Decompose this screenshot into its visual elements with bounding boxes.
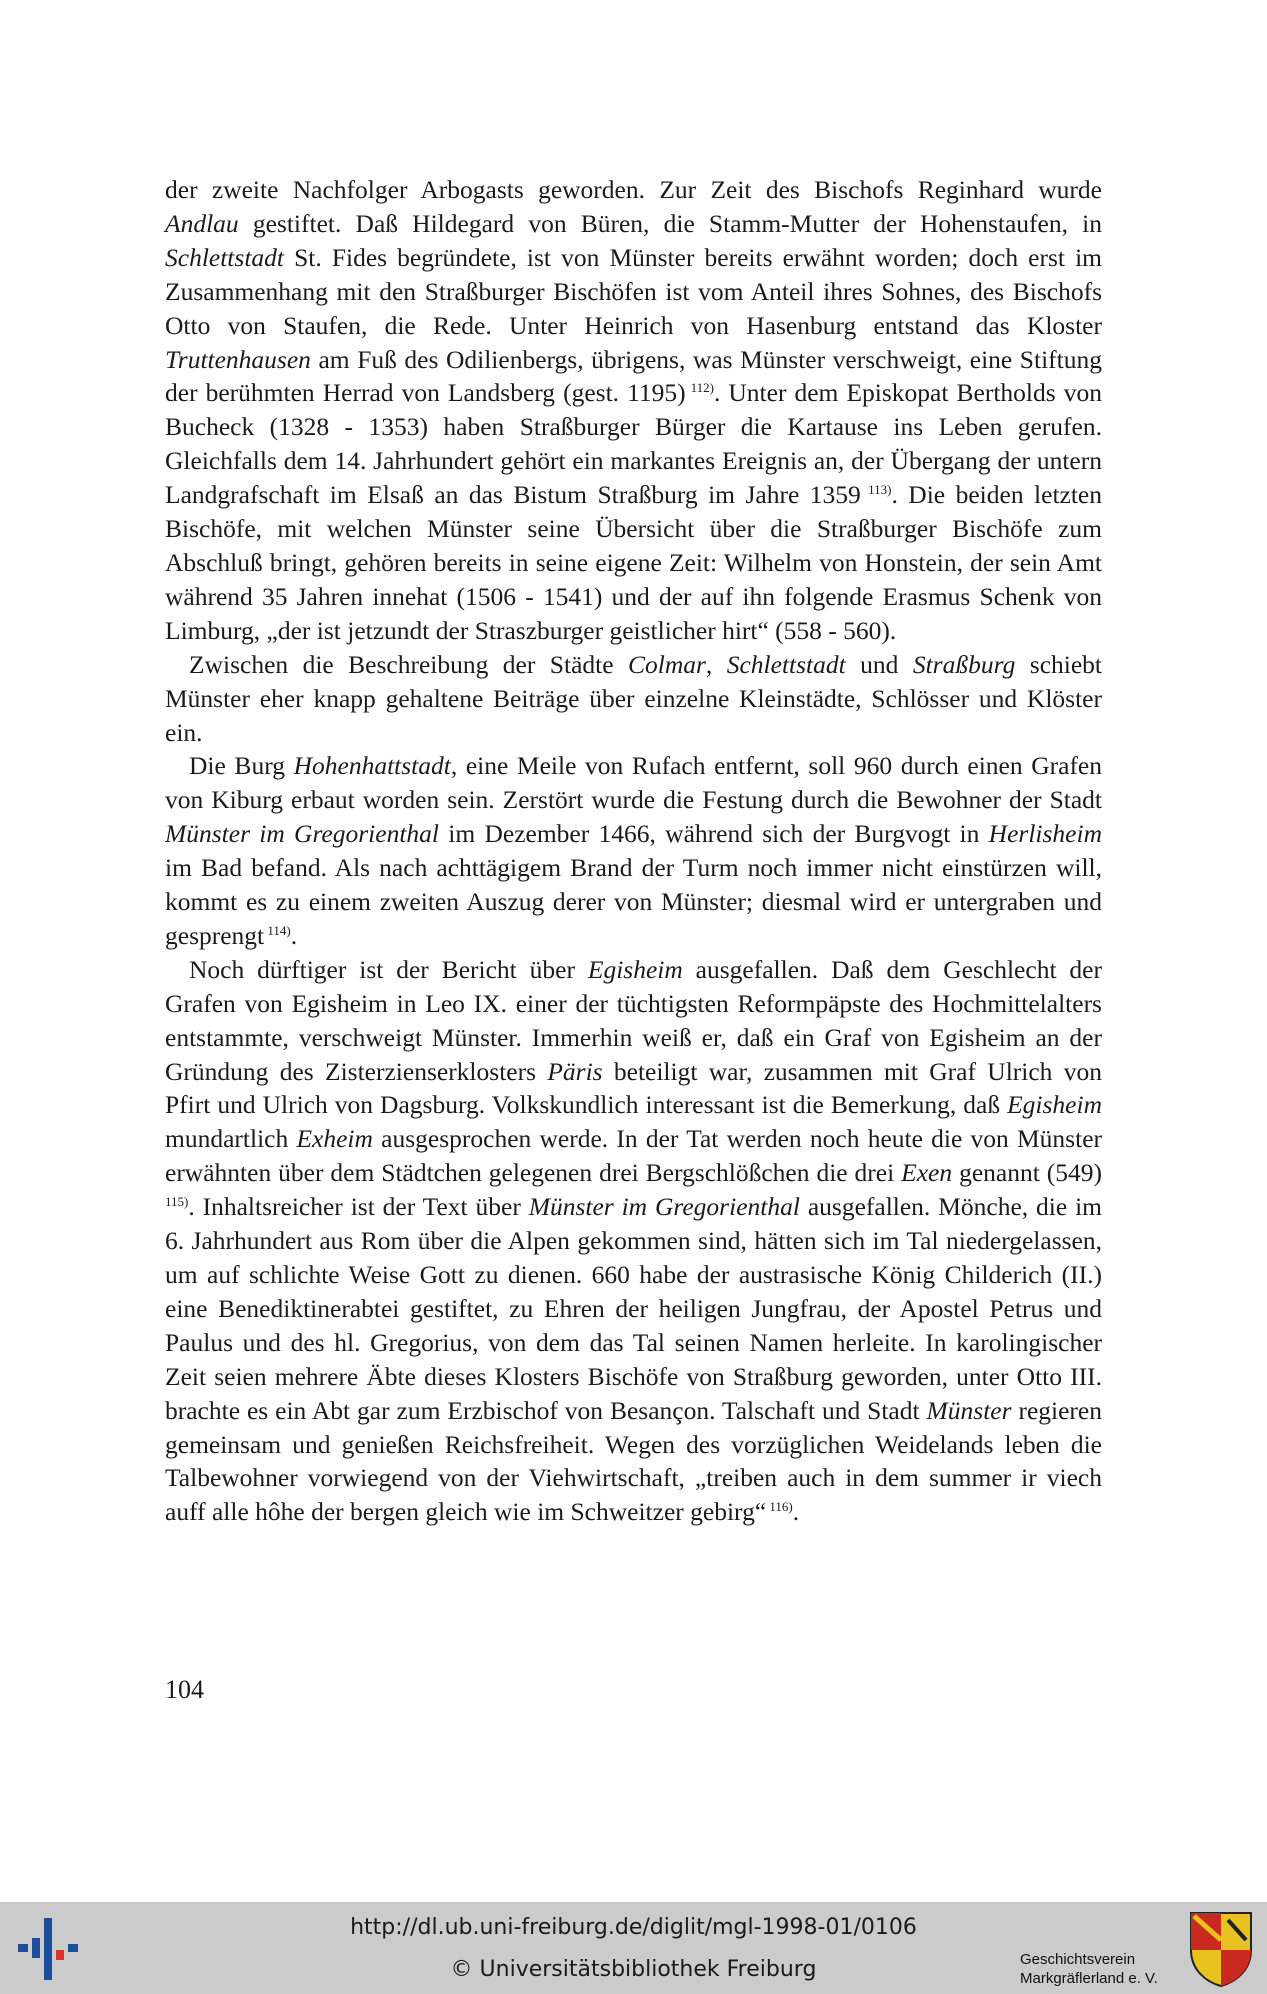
italic-place-name: Münster im Gregorienthal xyxy=(528,1192,800,1222)
page-body xyxy=(165,173,1102,1529)
footer-bar xyxy=(0,1902,1267,1994)
italic-place-name: Andlau xyxy=(165,208,239,238)
text-run: . xyxy=(290,920,298,950)
italic-place-name: Herlisheim xyxy=(988,819,1102,849)
text-run: , eine Meile von Rufach entfernt, soll 960 durch einen Grafen von Kiburg erbaut worden sein. Zerstört wurde die Festung durch die Bewohner der Stadt xyxy=(165,751,1102,815)
footnote-marker: 114) xyxy=(264,922,291,938)
text-run: schiebt Münster eher knapp gehaltene Beiträge über einzelne Kleinstädte, Schlösser und Klöster ein. xyxy=(165,649,1103,747)
italic-place-name: Päris xyxy=(547,1056,603,1086)
text-run: im Dezember 1466, während sich der Burgvogt in xyxy=(439,819,989,849)
society-line-1: Geschichtsverein xyxy=(1020,1951,1136,1968)
italic-place-name: Schlettstadt xyxy=(726,649,846,679)
footnote-marker: 115) xyxy=(165,1194,189,1210)
text-run: regieren gemeinsam und genießen Reichsfreiheit. Wegen des vorzüglichen Weidelands leben die Talbewohner vorwiegend von der Viehwirtschaft, „treiben auch in dem summer ir viech auff alle hôhe der bergen gleich wie im Schweitzer gebirg“ xyxy=(165,1395,1102,1527)
page-number: 104 xyxy=(165,1675,204,1704)
text-run: . Unter dem Episkopat Bertholds von Bucheck (1328 - 1353) haben Straßburger Bürger die Kartause ins Leben gerufen. Gleichfalls dem 14. Jahrhundert gehört ein markantes Ereignis an, der Übergang der untern Landgrafschaft im Elsaß an das Bistum Straßburg im Jahre 1359 xyxy=(165,378,1102,510)
italic-place-name: Hohenhattstadt xyxy=(293,751,451,781)
text-run: . Inhaltsreicher ist der Text über xyxy=(188,1192,529,1222)
coat-of-arms-icon xyxy=(1188,1910,1254,1988)
text-run: St. Fides begründete, ist von Münster bereits erwähnt worden; doch erst im Zusammenhang mit den Straßburger Bischöfen ist vom Anteil ihres Sohnes, des Bischofs Otto von Staufen, die Rede. Unter Heinrich von Hasenburg entstand das Kloster xyxy=(165,242,1102,340)
italic-place-name: Truttenhausen xyxy=(165,344,311,374)
italic-place-name: Schlettstadt xyxy=(165,242,284,272)
text-run: , xyxy=(705,649,727,679)
copyright-notice: © Universitätsbibliothek Freiburg xyxy=(450,1957,817,1982)
text-run: am Fuß des Odilienbergs, übrigens, was Münster verschweigt, eine Stiftung der berühmten Herrad von Landsberg (gest. 1195) xyxy=(165,344,1102,408)
text-run: Noch dürftiger ist der Bericht über xyxy=(189,954,588,984)
text-run: der zweite Nachfolger Arbogasts geworden. Zur Zeit des Bischofs Reginhard wurde xyxy=(165,175,1102,204)
italic-place-name: Egisheim xyxy=(587,954,683,984)
society-name xyxy=(1020,1950,1158,1988)
text-run: Zwischen die Beschreibung der Städte xyxy=(189,649,628,679)
text-run: . Die beiden letzten Bischöfe, mit welchen Münster seine Übersicht über die Straßburger Bischöfe zum Abschluß bringt, gehören bereits in seine eigene Zeit: Wilhelm von Honstein, der sein Amt während 35 Jahren innehat (1506 - 1541) und der auf ihn folgende Erasmus Schenk von Limburg, „der ist jetzundt der Straszburger geistlicher hirt“ (558 - 560). xyxy=(165,480,1102,645)
italic-place-name: Münster im Gregorienthal xyxy=(165,819,439,849)
text-run: mundartlich xyxy=(165,1124,297,1154)
body-paragraph xyxy=(165,173,1102,648)
text-run: gestiftet. Daß Hildegard von Büren, die Stamm-Mutter der Hohenstaufen, in xyxy=(238,208,1102,238)
text-run: . xyxy=(792,1497,800,1527)
italic-place-name: Egisheim xyxy=(1007,1090,1102,1120)
italic-place-name: Exen xyxy=(901,1158,953,1188)
text-run: ausgesprochen werde. In der Tat werden noch heute die von Münster erwähnten über dem Städtchen gelegenen drei Bergschlößchen die drei xyxy=(165,1124,1103,1188)
text-run: Die Burg xyxy=(189,751,294,781)
body-paragraph xyxy=(165,749,1102,952)
text-run: im Bad befand. Als nach achttägigem Brand der Turm noch immer nicht einstürzen will, kommt es zu einem zweiten Auszug derer von Münster; diesmal wird er untergraben und gesprengt xyxy=(165,853,1102,950)
footnote-marker: 116) xyxy=(766,1499,793,1515)
footnote-marker: 112) xyxy=(685,380,714,396)
italic-place-name: Straßburg xyxy=(912,649,1016,679)
text-run: beteiligt war, zusammen mit Graf Ulrich von Pfirt und Ulrich von Dagsburg. Volkskundlich interessant ist die Bemerkung, daß xyxy=(165,1056,1102,1120)
italic-place-name: Colmar xyxy=(627,649,706,679)
text-run: und xyxy=(845,649,913,679)
body-paragraph xyxy=(165,648,1102,750)
document-url-link[interactable]: http://dl.ub.uni-freiburg.de/diglit/mgl-1998-01/0106 xyxy=(350,1915,917,1940)
italic-place-name: Münster xyxy=(926,1395,1012,1425)
body-paragraph xyxy=(165,953,1102,1529)
society-line-2: Markgräflerland e. V. xyxy=(1020,1970,1158,1987)
text-run: ausgefallen. Mönche, die im 6. Jahrhundert aus Rom über die Alpen gekommen sind, hätten sich im Tal niedergelassen, um auf schlichte Weise Gott zu dienen. 660 habe der austrasische König Childerich (II.) eine Benediktinerabtei gestiftet, zu Ehren der heiligen Jungfrau, der Apostel Petrus und Paulus und des hl. Gregorius, von dem das Tal seinen Namen herleite. In karolingischer Zeit seien mehrere Äbte dieses Klosters Bischöfe von Straßburg geworden, unter Otto III. brachte es ein Abt gar zum Erzbischof von Besançon. Talschaft und Stadt xyxy=(165,1192,1102,1425)
text-run: ausgefallen. Daß dem Geschlecht der Grafen von Egisheim in Leo IX. einer der tüchtigsten Reformpäpste des Hochmittelalters entstammte, verschweigt Münster. Immerhin weiß er, daß ein Graf von Egisheim an der Gründung des Zisterzienserklosters xyxy=(165,954,1102,1086)
text-run: genannt (549) xyxy=(952,1158,1102,1188)
italic-place-name: Exheim xyxy=(296,1124,373,1154)
footnote-marker: 113) xyxy=(860,482,892,498)
